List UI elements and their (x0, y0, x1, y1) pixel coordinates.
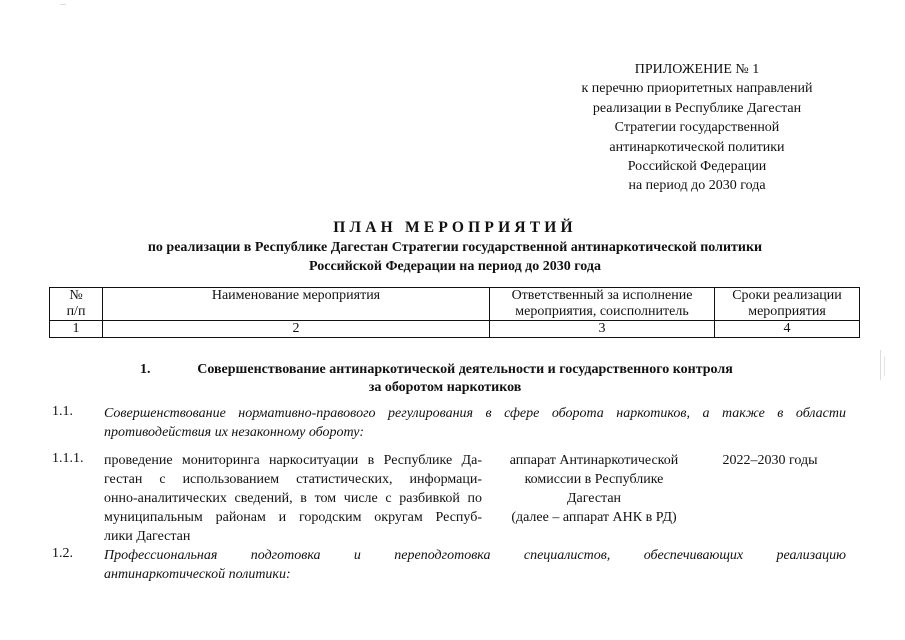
subsection-line: антинаркотической политики: (104, 567, 291, 582)
responsible-line: (далее – аппарат АНК в РД) (511, 510, 677, 525)
subsection-line: противодействия их незаконному обороту: (104, 425, 364, 440)
table-number-row (50, 321, 860, 338)
appendix-line: антинаркотической политики (609, 139, 785, 155)
scan-artifact (880, 350, 881, 380)
section-heading (140, 361, 740, 397)
appendix-line: реализации в Республике Дагестан (592, 100, 802, 116)
responsible-line: аппарат Антинаркотической (509, 453, 679, 468)
subsection-heading (104, 404, 846, 442)
plan-table-header (49, 287, 860, 338)
activity-line: лики Дагестан (104, 529, 191, 544)
responsible-party (494, 451, 694, 527)
header-cell-responsible (490, 288, 715, 321)
scan-artifact (884, 356, 885, 376)
header-text: Ответственный за исполнение (511, 288, 693, 303)
section-heading-line: за оборотом наркотиков (368, 380, 522, 395)
appendix-line: ПРИЛОЖЕНИЕ № 1 (634, 62, 760, 77)
column-number: 2 (103, 321, 490, 338)
column-number: 3 (490, 321, 715, 338)
header-text: Сроки реализации (732, 288, 842, 303)
responsible-line: комиссии в Республике (524, 472, 664, 487)
header-text: Наименование мероприятия (211, 288, 381, 303)
appendix-line: Российской Федерации (627, 159, 767, 175)
item-number: 1.1.1. (52, 451, 84, 466)
appendix-header (552, 60, 842, 196)
header-cell-number (50, 288, 103, 321)
header-cell-term (715, 288, 860, 321)
subsection-line: Совершенствование нормативно-правового регулирования в сфере оборота наркотиков, а также в области (104, 406, 846, 421)
header-text: № (69, 288, 83, 303)
item-number: 1.1. (52, 404, 73, 419)
subsection-line: Профессиональная подготовка и переподготовка специалистов, обеспечивающих реализацию (104, 548, 846, 563)
plan-title (40, 218, 870, 276)
activity-line: муниципальным районам и городским округам Респуб- (104, 510, 482, 525)
header-text: п/п (66, 304, 86, 319)
section-number: 1. (140, 362, 151, 377)
plan-title-subtitle: по реализации в Республике Дагестан Стратегии государственной антинаркотической политики (147, 240, 763, 255)
appendix-line: Стратегии государственной (614, 120, 780, 136)
scan-artifact (60, 4, 66, 5)
table-header-row (50, 288, 860, 321)
activity-line: гестан с использованием статистических, информаци- (104, 472, 482, 487)
header-cell-activity (103, 288, 490, 321)
section-heading-line: Совершенствование антинаркотической деятельности и государственного контроля (197, 362, 733, 377)
responsible-line: Дагестан (566, 491, 622, 506)
activity-line: проведение мониторинга наркоситуации в Республике Да- (104, 453, 482, 468)
plan-title-subtitle: Российской Федерации на период до 2030 года (309, 259, 601, 274)
appendix-line: на период до 2030 года (628, 178, 766, 194)
header-text: мероприятия, соисполнитель (515, 304, 689, 319)
column-number: 1 (50, 321, 103, 338)
implementation-term: 2022–2030 годы (722, 453, 818, 468)
header-text: мероприятия (748, 304, 826, 319)
appendix-line: к перечню приоритетных направлений (581, 81, 813, 97)
subsection-heading (104, 546, 846, 584)
activity-description (104, 451, 482, 546)
activity-line: онно-аналитических сведений, в том числе с разбивкой по (104, 491, 482, 506)
item-number: 1.2. (52, 546, 73, 561)
plan-title-main: ПЛАН МЕРОПРИЯТИЙ (333, 219, 577, 236)
column-number: 4 (715, 321, 860, 338)
